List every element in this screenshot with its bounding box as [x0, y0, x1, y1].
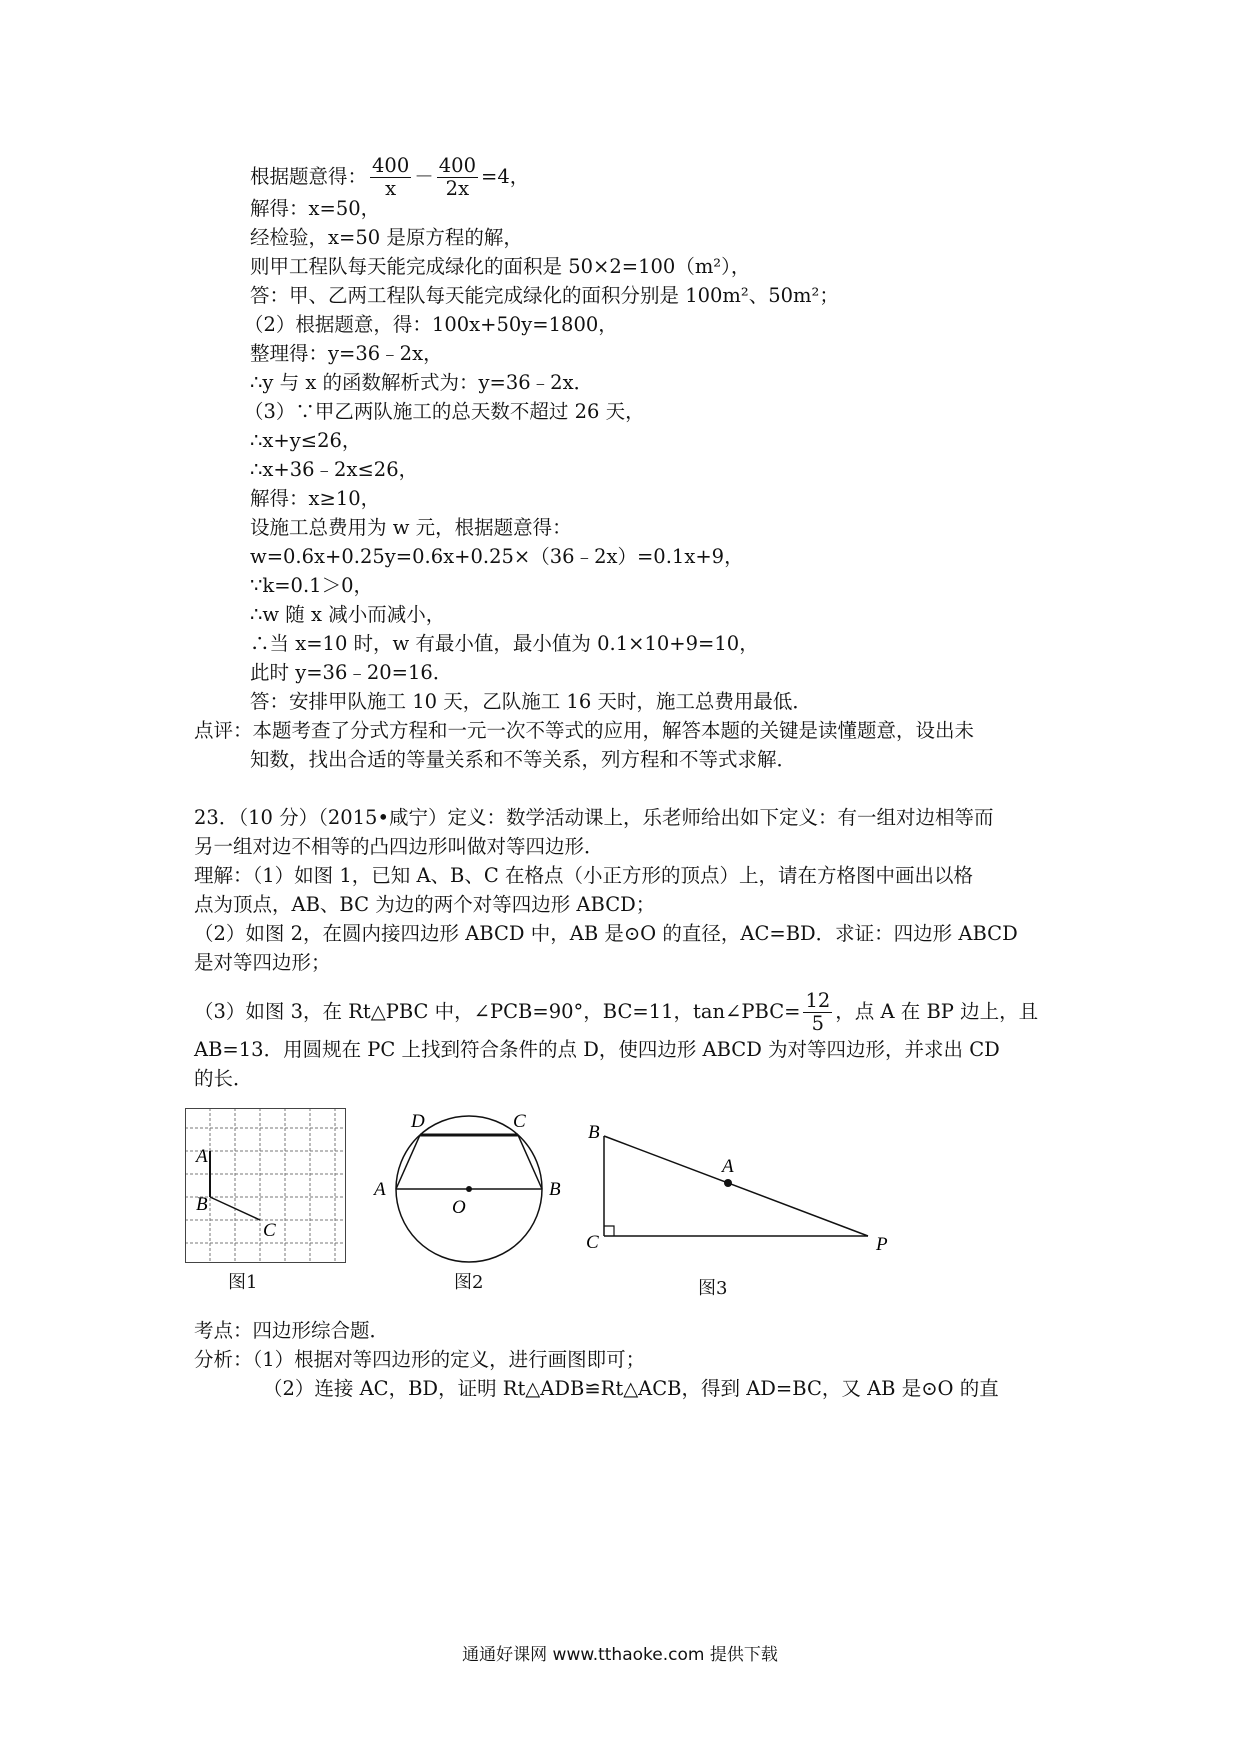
fraction-numerator: 400: [438, 154, 476, 177]
analysis-line: （2）连接 AC，BD，证明 Rt△ADB≌Rt△ACB，得到 AD=BC，又 AB 是⊙O 的直: [263, 1377, 999, 1400]
label-A: A: [196, 1146, 208, 1167]
equation-prefix: 根据题意得：: [250, 165, 368, 188]
analysis-line: 考点：四边形综合题．: [194, 1319, 390, 1342]
label-D: D: [411, 1111, 425, 1132]
label-A: A: [374, 1179, 386, 1200]
comment-line: 知数，找出合适的等量关系和不等关系，列方程和不等式求解．: [250, 748, 797, 771]
label-C: C: [263, 1220, 276, 1241]
page-footer: 通通好课网 www.tthaoke.com 提供下载: [462, 1645, 778, 1665]
figure-1-caption: 图1: [228, 1272, 258, 1293]
solution-line: ∵k=0.1＞0，: [250, 574, 373, 597]
solution-line: 则甲工程队每天能完成绿化的面积是 50×2=100（m²），: [250, 255, 751, 278]
label-C: C: [586, 1232, 599, 1253]
label-O: O: [452, 1197, 466, 1218]
fraction: [803, 990, 832, 1035]
problem-line: 理解：（1）如图 1，已知 A、B、C 在格点（小正方形的顶点）上，请在方格图中画出以格: [194, 864, 973, 887]
fraction-numerator: 12: [805, 989, 831, 1012]
figure-3-triangle: [582, 1118, 912, 1258]
fraction-denominator: 2x: [445, 177, 470, 200]
minus-sign: －: [414, 165, 434, 188]
problem-line: （2）如图 2，在圆内接四边形 ABCD 中，AB 是⊙O 的直径，AC=BD．求证：四边形 ABCD: [194, 922, 1018, 945]
solution-line: 整理得：y=36﹣2x，: [250, 342, 443, 365]
label-B: B: [549, 1179, 561, 1200]
solution-line: ∴y 与 x 的函数解析式为：y=36﹣2x．: [250, 371, 594, 394]
figure-2-circle: [362, 1105, 577, 1265]
label-B: B: [196, 1194, 208, 1215]
fraction: [370, 155, 411, 200]
problem-text: （3）如图 3，在 Rt△PBC 中，∠PCB=90°，BC=11，tan∠PBC=: [194, 1000, 801, 1023]
solution-line: 答：甲、乙两工程队每天能完成绿化的面积分别是 100m²、50m²；: [250, 284, 839, 307]
solution-line: ∴x+36﹣2x≤26，: [250, 458, 419, 481]
equation-suffix: =4，: [481, 165, 530, 188]
problem-line: 另一组对边不相等的凸四边形叫做对等四边形．: [194, 835, 604, 858]
solution-line: 经检验，x=50 是原方程的解，: [250, 226, 523, 249]
solution-line: 设施工总费用为 w 元，根据题意得：: [250, 516, 572, 539]
solution-line: 解得：x=50，: [250, 197, 381, 220]
solution-line: ∴当 x=10 时，w 有最小值，最小值为 0.1×10+9=10，: [250, 632, 759, 655]
figure-3-caption: 图3: [698, 1278, 728, 1299]
problem-text: ，点 A 在 BP 边上，且: [835, 1000, 1039, 1023]
solution-line: 答：安排甲队施工 10 天，乙队施工 16 天时，施工总费用最低．: [250, 690, 812, 713]
problem-line-with-fraction: [194, 990, 1038, 1035]
figure-1-grid: [185, 1108, 355, 1263]
problem-line: 是对等四边形；: [194, 951, 331, 974]
solution-line: 解得：x≥10，: [250, 487, 381, 510]
problem-line: 点为顶点，AB、BC 为边的两个对等四边形 ABCD；: [194, 893, 656, 916]
label-P: P: [876, 1234, 888, 1255]
solution-line: ∴w 随 x 减小而减小，: [250, 603, 446, 626]
equation-line: [250, 155, 529, 200]
fraction-denominator: x: [385, 177, 397, 200]
solution-line: w=0.6x+0.25y=0.6x+0.25×（36﹣2x）=0.1x+9，: [250, 545, 744, 568]
comment-line: 点评：本题考查了分式方程和一元一次不等式的应用，解答本题的关键是读懂题意，设出未: [194, 719, 975, 742]
label-C: C: [513, 1111, 526, 1132]
solution-line: 此时 y=36﹣20=16．: [250, 661, 453, 684]
figure-2-caption: 图2: [454, 1272, 484, 1293]
solution-line: ∴x+y≤26，: [250, 429, 362, 452]
label-A: A: [722, 1156, 734, 1177]
solution-line: （2）根据题意，得：100x+50y=1800，: [244, 313, 618, 336]
fraction-numerator: 400: [372, 154, 410, 177]
problem-line: AB=13．用圆规在 PC 上找到符合条件的点 D，使四边形 ABCD 为对等四边形，并求出 CD: [194, 1038, 1000, 1061]
fraction: [437, 155, 478, 200]
solution-line: （3）∵甲乙两队施工的总天数不超过 26 天，: [244, 400, 645, 423]
problem-line: 的长．: [194, 1067, 253, 1090]
analysis-line: 分析：（1）根据对等四边形的定义，进行画图即可；: [194, 1348, 646, 1371]
problem-line: 23．（10 分）（2015•咸宁）定义：数学活动课上，乐老师给出如下定义：有一组对边相等而: [194, 806, 994, 829]
label-B: B: [588, 1122, 600, 1143]
fraction-denominator: 5: [811, 1012, 825, 1035]
